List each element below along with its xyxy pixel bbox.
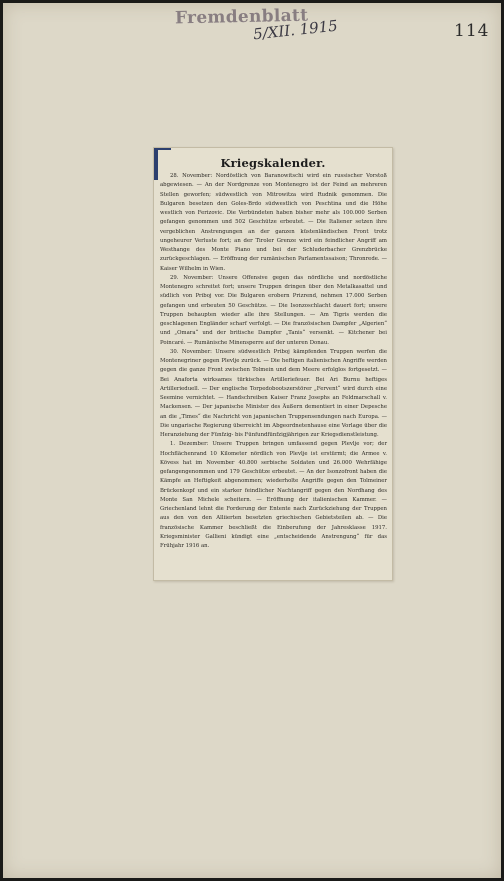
article-paragraph-dec-1: 1. Dezember: Unsere Truppen bringen umfassend gegen Plevlje vor; der Hochflächenrand 10 Kilometer nördlich von Plevlje ist erstürmt; die Armee v. Kövess hat im November 40.800 serbische Soldaten und 26.000 Wehrfähige gefangengenommen und 179 Geschütze erbeutet. — An der Isonzofront haben die Kämpfe an Heftigkeit abgenommen; wiederholte Angriffe gegen den Tolmeiner Brückenkopf und ein starker feindlicher Nachtangriff gegen den Nordhang des Monte San Michele scheitern. — Eröffnung der italienischen Kammer. — Griechenland lehnt die Forderung der Entente nach Zurückziehung der Truppen aus den von den Alliierten besetzten griechischen Gebietsteilen ab. — Die französische Kammer beschließt die Einberufung der Jahresklasse 1917. Kriegsminister Gallieni kündigt eine „entscheidende Anstrengung“ für das Frühjahr 1916 an. <box>160 441 387 549</box>
article-paragraph-nov-28: 28. November: Nordöstlich von Baranowitschi wird ein russischer Vorstoß abgewiesen. — An der Nordgrenze von Montenegro ist der Feind an mehreren Stellen geworfen; südwestlich von Mitrowitza wird Rudnik genommen. Die Bulgaren besetzen den Goles-Brdo südwestlich von Peschtina und die Höhe westlich von Ferizovic. Die Verbündeten haben bisher mehr als 100.000 Serben gefangen genommen und 502 Geschütze erbeutet. — Die Italiener setzen ihre vergeblichen Anstrengungen an der ganzen küstenländischen Front trotz ungeheurer Verluste fort; an der Tiroler Grenze wird ein feindlicher Angriff am Westhange des Monte Piano und bei der Schluderbacher Grenzbrücke zurückgeschlagen. — Eröffnung der rumänischen Parlamentssaison; Thronrede. — Kaiser Wilhelm in Wien. <box>160 173 387 272</box>
article-title: Kriegskalender. <box>220 156 326 170</box>
newspaper-clipping <box>153 147 393 581</box>
archive-page <box>3 3 501 878</box>
handwritten-date: 5/XII. 1915 <box>252 16 339 44</box>
article-paragraph-nov-29: 29. November: Unsere Offensive gegen das nördliche und nordöstliche Montenegro schreitet fort; unsere Truppen dringen über den Metalkasattel und südlich von Priboj vor. Die Bulgaren erobern Prizrend, nehmen 17.000 Serben gefangen und erbeuten 50 Geschütze. — Die Isonzoschlacht dauert fort; unsere Truppen behaupten wieder alle ihre Stellungen. — Am Tigris werden die geschlagenen Engländer scharf verfolgt. — Die französischen Dampfer „Algerien“ und „Omara“ und der britische Dampfer „Tanis“ versenkt. — Kitchener bei Poincaré. — Rumänische Minensperre auf der unteren Donau. <box>160 274 387 346</box>
article-body <box>160 172 387 551</box>
newspaper-source-stamp: Fremdenblatt <box>174 5 309 29</box>
article-paragraph-nov-30: 30. November: Unsere südwestlich Priboj kämpfenden Truppen werfen die Montenegriner gegen Plevlje zurück. — Die heftigen italienischen Angriffe werden gegen die ganze Front zwischen Tolmein und dem Meere erfolglos fortgesetzt. — Bei Anaforta wirksames türkisches Artilleriefeuer. Bei Ari Burnu heftiges Artillerieduell. — Der englische Torpedobootszerstörer „Fervent“ wird durch eine Seemine vernichtet. — Handschreiben Kaiser Franz Josephs an Feldmarschall v. Mackensen. — Der japanische Minister des Äußern dementiert in einer Depesche an die „Times“ die Nachricht von japanischen Truppensendungen nach Europa. — Die ungarische Regierung überreicht im Abgeordnetenhause eine Vorlage über die Heranziehung der Fünfzig- bis Fünfundfünfzigjährigen zur Kriegsdienstleistung. <box>160 348 387 438</box>
page-number: 114 <box>454 21 490 41</box>
